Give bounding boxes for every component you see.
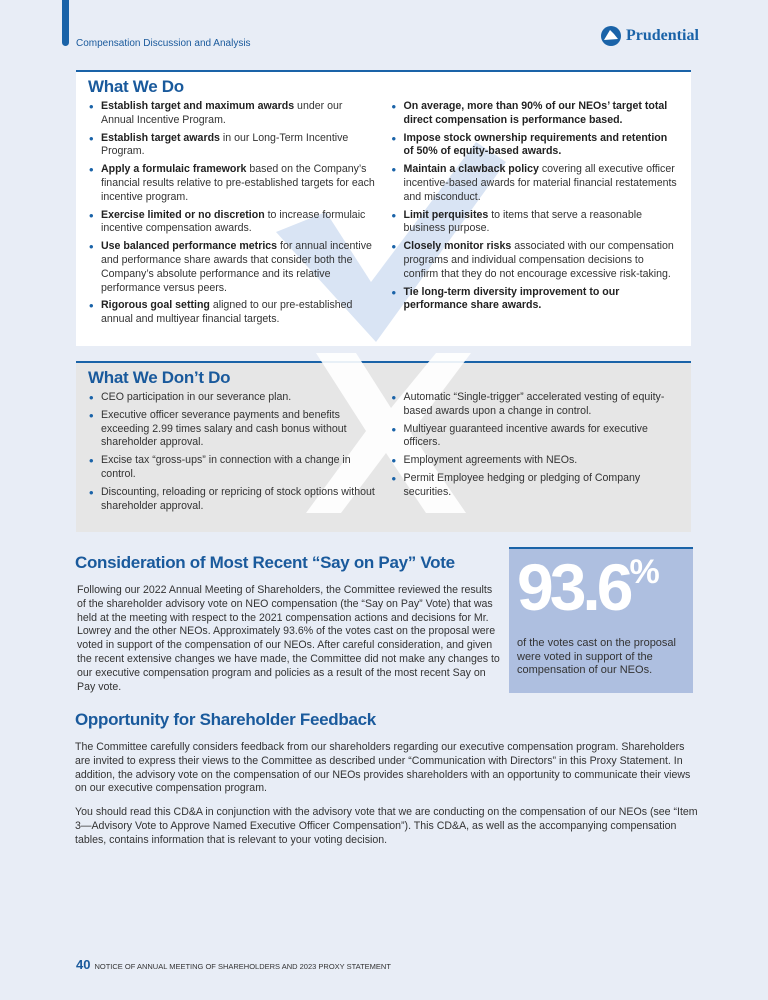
- do-item: • Impose stock ownership requirements and retention of 50% of equity-based awards.: [391, 132, 680, 160]
- prudential-logo: [600, 25, 699, 47]
- dont-item: • Multiyear guaranteed incentive awards for executive officers.: [391, 423, 680, 451]
- dont-item: • Executive officer severance payments and benefits exceeding 2.99 times salary and cash bonus without shareholder approval.: [88, 409, 377, 450]
- what-we-do-title: What We Do: [88, 77, 184, 96]
- do-item: • On average, more than 90% of our NEOs’ target total direct compensation is performance based.: [391, 100, 680, 128]
- do-item: • Establish target awards in our Long-Term Incentive Program.: [88, 132, 377, 160]
- dont-item: • Employment agreements with NEOs.: [391, 454, 680, 468]
- footer: [76, 958, 391, 974]
- do-item: • Rigorous goal setting aligned to our pre-established annual and multiyear financial targets.: [88, 299, 377, 327]
- stat-value: 93.6%: [517, 550, 656, 624]
- do-item: • Maintain a clawback policy covering all executive officer incentive-based awards for material financial restatements and misconduct.: [391, 163, 680, 204]
- do-list-right: [391, 100, 680, 331]
- do-item: • Establish target and maximum awards under our Annual Incentive Program.: [88, 100, 377, 128]
- what-we-do-box: [76, 70, 691, 346]
- do-item: • Apply a formulaic framework based on the Company’s financial results relative to pre-established targets for each incentive program.: [88, 163, 377, 204]
- section-tab: [62, 0, 69, 46]
- say-on-pay-body: Following our 2022 Annual Meeting of Shareholders, the Committee reviewed the results of the shareholder advisory vote on NEO compensation (the “Say on Pay” Vote) that was held at the meeting with respect to the 2021 compensation actions and decisions for Mr. Lowrey and the other NEOs. Approximately 93.6% of the votes cast on the proposal were voted in support of the compensation of our NEOs. After careful consideration, and given the recent extensive changes we have made, the Committee did not make any changes to our executive compensation program and policies as a result of the most recent Say on Pay vote.: [77, 584, 500, 693]
- rock-icon: [600, 25, 622, 47]
- what-we-dont-do-title: What We Don’t Do: [88, 368, 231, 387]
- feedback-title: Opportunity for Shareholder Feedback: [75, 710, 376, 729]
- stat-text: of the votes cast on the proposal were voted in support of the compensation of our NEOs.: [517, 637, 676, 676]
- dont-list-left: [88, 391, 377, 517]
- do-list-left: [88, 100, 377, 331]
- feedback-paragraph-1: The Committee carefully considers feedback from our shareholders regarding our executive compensation program. Shareholders are invited to express their views to the Committee as described under “Communication with Directors” in this Proxy Statement. In addition, the advisory vote on the compensation of our NEOs provides shareholders with an opportunity to communicate their views on our executive compensation program.: [75, 741, 691, 795]
- dont-item: • Discounting, reloading or repricing of stock options without shareholder approval.: [88, 486, 377, 514]
- do-item: • Exercise limited or no discretion to increase formulaic incentive compensation awards.: [88, 209, 377, 237]
- footer-text: NOTICE OF ANNUAL MEETING OF SHAREHOLDERS AND 2023 PROXY STATEMENT: [94, 962, 391, 971]
- dont-item: • CEO participation in our severance plan.: [88, 391, 377, 405]
- do-item: • Closely monitor risks associated with our compensation programs and individual compensation decisions to confirm that they do not encourage excessive risk-taking.: [391, 240, 680, 281]
- do-item: • Limit perquisites to items that serve a reasonable business purpose.: [391, 209, 680, 237]
- say-on-pay-title: Consideration of Most Recent “Say on Pay” Vote: [75, 553, 455, 572]
- dont-item: • Permit Employee hedging or pledging of Company securities.: [391, 472, 680, 500]
- do-item: • Use balanced performance metrics for annual incentive and performance share awards that consider both the Company’s absolute performance and its relative performance versus peers.: [88, 240, 377, 295]
- dont-list-right: [391, 391, 680, 517]
- say-on-pay-stat: [509, 547, 693, 693]
- dont-item: • Excise tax “gross-ups” in connection with a change in control.: [88, 454, 377, 482]
- do-item: • Tie long-term diversity improvement to our performance share awards.: [391, 286, 680, 314]
- what-we-dont-do-box: [76, 361, 691, 532]
- logo-text: Prudential: [626, 27, 699, 44]
- section-label: Compensation Discussion and Analysis: [76, 38, 251, 49]
- page-number: 40: [76, 957, 91, 972]
- feedback-paragraph-2: You should read this CD&A in conjunction with the advisory vote that we are conducting on the compensation of our NEOs (see “Item 3—Advisory Vote to Approve Named Executive Officer Compensation”). This CD&A, as well as the accompanying compensation tables, contains information that is relevant to your voting decision.: [75, 806, 698, 846]
- dont-item: • Automatic “Single-trigger” accelerated vesting of equity-based awards upon a change in control.: [391, 391, 680, 419]
